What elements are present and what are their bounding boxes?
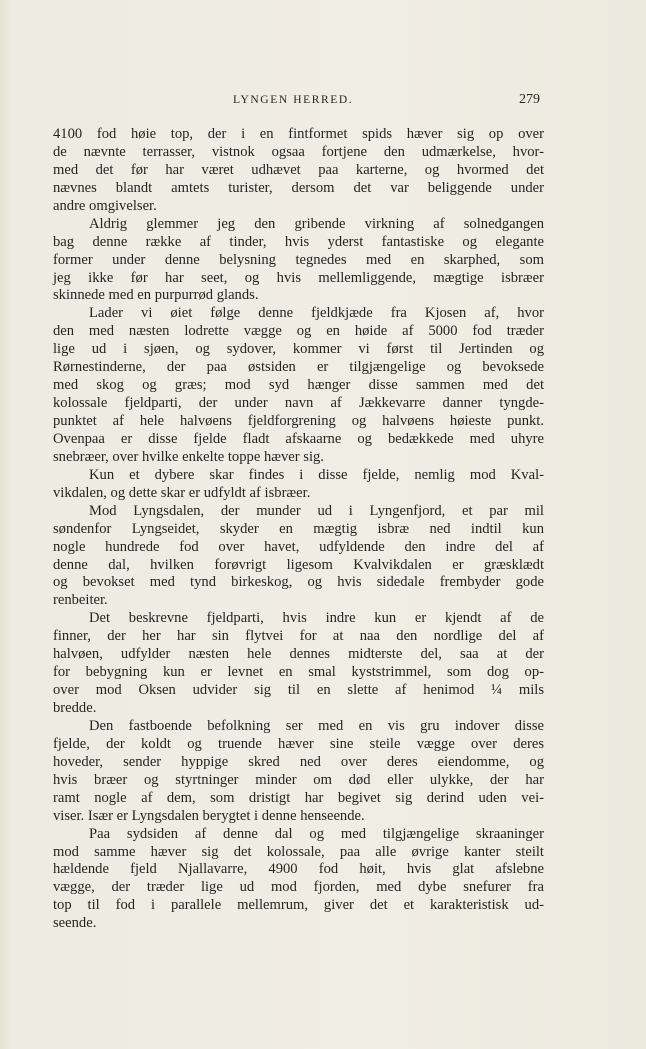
text-line: med det før har været udhævet paa karterne, og hvormed det [53, 161, 544, 178]
text-line: Aldrig glemmer jeg den gribende virkning af solnedgangen [89, 215, 544, 232]
text-line: vikdalen, og dette skar er udfyldt af isbræer. [53, 484, 311, 501]
text-line: mod samme hæver sig det kolossale, paa alle øvrige kanter steilt [53, 843, 544, 860]
text-line: nogle hundrede fod over havet, udfyldende den indre del af [53, 538, 544, 555]
text-line: Paa sydsiden af denne dal og med tilgjængelige skraaninger [89, 825, 544, 842]
text-line: skinnede med en purpurrød glands. [53, 287, 259, 304]
running-header [0, 94, 646, 112]
text-line: og bevokset med tynd birkeskog, og hvis sidedale frembyder gode [53, 574, 544, 591]
text-line: bag denne række af tinder, hvis yderst fantastiske og elegante [53, 233, 544, 250]
text-line: lige ud i sjøen, og sydover, kommer vi først til Jertinden og [53, 341, 544, 358]
text-line: Kun et dybere skar findes i disse fjelde, nemlig mod Kval- [89, 466, 544, 483]
text-line: former under denne belysning tegnedes med en skarphed, som [53, 251, 544, 268]
text-line: bredde. [53, 700, 97, 716]
running-title: LYNGEN HERRED. [233, 94, 354, 106]
text-line: halvøen, udfylder næsten hele dennes midterste del, saa at der [53, 646, 544, 663]
text-line: Rørnestinderne, der paa østsiden er tilgjængelige og bevoksede [53, 359, 544, 376]
text-line: vægge, der træder lige ud mod fjorden, med dybe snefurer fra [53, 879, 544, 896]
text-line: hoveder, sender hyppige skred ned over deres eiendomme, og [53, 753, 544, 770]
text-line: Den fastboende befolkning ser med en vis gru indover disse [89, 717, 544, 734]
text-line: Ovenpaa er disse fjelde fladt afskaarne og bedækkede med uhyre [53, 430, 544, 447]
page-number: 279 [519, 92, 540, 107]
text-line: hældende fjeld Njallavarre, 4900 fod høit, hvis glat afslebne [53, 861, 544, 878]
text-line: Lader vi øiet følge denne fjeldkjæde fra Kjosen af, hvor [89, 305, 544, 322]
text-line: ramt nogle af dem, som dristigt har begivet sig derind uden vei- [53, 789, 544, 806]
text-line: søndenfor Lyngseidet, skyder en mægtig isbræ ned indtil kun [53, 520, 544, 537]
text-line: den med næsten lodrette vægge og en høide af 5000 fod træder [53, 323, 544, 340]
text-line: denne dal, hvilken forøvrigt ligesom Kvalvikdalen er græsklædt [53, 556, 544, 573]
text-line: for bebygning kun er levnet en smal kyststrimmel, som dog op- [53, 664, 544, 681]
text-line: finner, der her har sin flytvei for at naa den nordlige del af [53, 628, 544, 645]
body-text [53, 126, 544, 933]
text-line: med skog og græs; mod syd hænger disse sammen med det [53, 377, 544, 394]
text-line: 4100 fod høie top, der i en fintformet spids hæver sig op over [53, 126, 544, 142]
text-line: over mod Oksen udvider sig til en slette af henimod ¼ mils [53, 682, 544, 699]
text-line: kolossale fjeldparti, der under navn af Jækkevarre danner tyngde- [53, 395, 544, 412]
text-line: renbeiter. [53, 592, 108, 609]
text-line: nævnes blandt amtets turister, dersom det var beliggende under [53, 179, 544, 196]
text-line: Mod Lyngsdalen, der munder ud i Lyngenfjord, et par mil [89, 502, 544, 519]
text-line: hvis bræer og styrtninger minder om død eller ulykke, der har [53, 771, 544, 788]
text-line: viser. Især er Lyngsdalen berygtet i denne henseende. [53, 807, 365, 824]
text-line: seende. [53, 915, 97, 932]
text-line: fjelde, der koldt og truende hæver sine steile vægge over deres [53, 735, 544, 752]
text-line: jeg ikke før har seet, og hvis mellemliggende, mægtige isbræer [53, 269, 544, 286]
text-line: andre omgivelser. [53, 197, 157, 214]
text-line: punktet af hele halvøens fjeldforgrening og halvøens høieste punkt. [53, 413, 544, 429]
text-line: top til fod i parallele mellemrum, giver det et karakteristisk ud- [53, 897, 544, 914]
text-line: Det beskrevne fjeldparti, hvis indre kun er kjendt af de [89, 610, 544, 627]
text-line: de nævnte terrasser, vistnok ogsaa fortjene den udmærkelse, hvor- [53, 143, 544, 160]
text-line: snebræer, over hvilke enkelte toppe hæver sig. [53, 448, 324, 465]
